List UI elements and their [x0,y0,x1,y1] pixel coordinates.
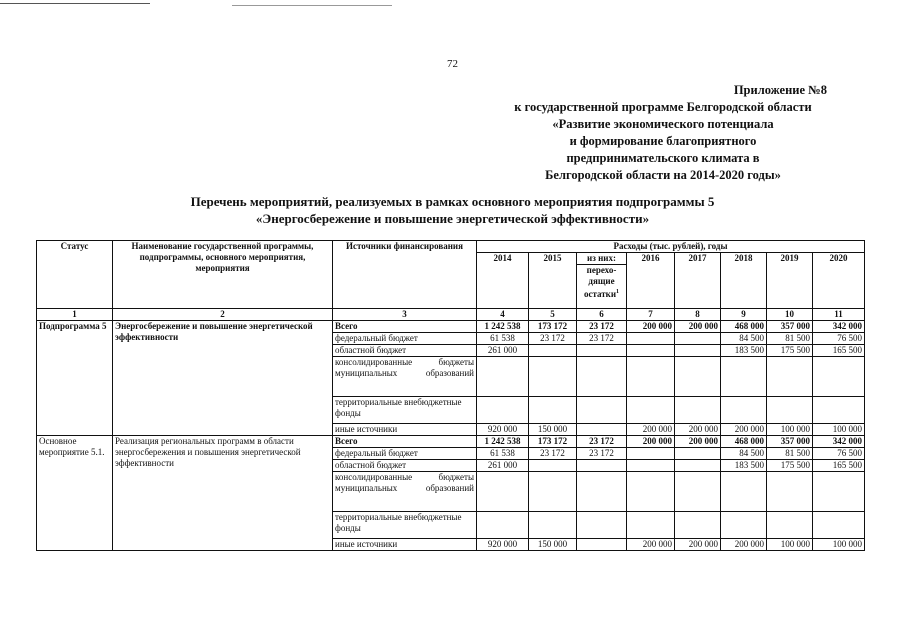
row-status: Подпрограмма 5 [37,321,113,436]
cell-v2019: 175 500 [767,345,813,357]
cell-v2016 [627,397,675,424]
cell-carry [577,345,627,357]
header-year-2019: 2019 [767,253,813,309]
row-source: консолидированные бюджеты муниципальных образований [333,357,477,397]
cell-v2020 [813,512,865,539]
header-year-2020: 2020 [813,253,865,309]
cell-v2017: 200 000 [675,321,721,333]
cell-v2014: 261 000 [477,460,529,472]
appendix-line: Приложение №8 [733,83,827,97]
cell-v2019 [767,357,813,397]
cell-carry: 23 172 [577,321,627,333]
cell-v2020 [813,397,865,424]
cell-v2014: 61 538 [477,448,529,460]
row-source: консолидированные бюджеты муниципальных образований [333,472,477,512]
cell-carry [577,397,627,424]
header-sources: Источники финансирования [333,241,477,309]
cell-v2020 [813,357,865,397]
row-source: федеральный бюджет [333,333,477,345]
cell-v2020: 342 000 [813,436,865,448]
cell-v2014: 261 000 [477,345,529,357]
cell-v2017: 200 000 [675,539,721,551]
cell-v2017 [675,472,721,512]
row-status: Основное мероприятие 5.1. [37,436,113,551]
appendix-line: предпринимательского климата в [566,151,760,165]
cell-v2016 [627,512,675,539]
cell-v2015: 23 172 [529,333,577,345]
row-name: Энергосбережение и повышение энергетической эффективности [113,321,333,436]
document-title-line: «Энергосбережение и повышение энергетической эффективности» [255,211,650,226]
cell-v2019: 81 500 [767,448,813,460]
cell-v2015 [529,345,577,357]
header-year-2017: 2017 [675,253,721,309]
row-source: областной бюджет [333,345,477,357]
cell-v2015 [529,357,577,397]
column-number: 4 [477,309,529,321]
cell-v2020: 100 000 [813,424,865,436]
cell-v2018 [721,397,767,424]
column-number: 10 [767,309,813,321]
scan-artifact-line [0,3,150,4]
row-source: иные источники [333,539,477,551]
column-number: 8 [675,309,721,321]
cell-v2015: 173 172 [529,321,577,333]
cell-v2015: 150 000 [529,539,577,551]
cell-v2019: 357 000 [767,436,813,448]
cell-v2018: 183 500 [721,460,767,472]
cell-v2016: 200 000 [627,321,675,333]
column-number: 3 [333,309,477,321]
cell-carry: 23 172 [577,448,627,460]
header-carryover-label: перехо-дящие остатки [583,265,617,299]
cell-v2017 [675,512,721,539]
cell-v2017: 200 000 [675,436,721,448]
document-title-line: Перечень мероприятий, реализуемых в рамках основного мероприятия подпрограммы 5 [190,194,715,209]
row-source: Всего [333,321,477,333]
cell-v2016: 200 000 [627,424,675,436]
row-source: иные источники [333,424,477,436]
column-number: 7 [627,309,675,321]
header-year-2015: 2015 [529,253,577,309]
column-numbers-row [37,309,865,321]
cell-v2018: 468 000 [721,321,767,333]
cell-v2016 [627,448,675,460]
cell-v2018: 84 500 [721,333,767,345]
cell-v2015: 23 172 [529,448,577,460]
header-carryover [577,265,627,309]
cell-v2020: 342 000 [813,321,865,333]
cell-v2018: 200 000 [721,424,767,436]
scan-artifact-line [232,5,392,6]
header-year-2016: 2016 [627,253,675,309]
footnote-marker: 1 [616,289,620,295]
cell-v2018: 84 500 [721,448,767,460]
appendix-header [483,82,843,184]
cell-v2017: 200 000 [675,424,721,436]
appendix-line: «Развитие экономического потенциала [552,117,774,131]
table-row [37,436,865,448]
column-number: 1 [37,309,113,321]
cell-v2016 [627,472,675,512]
cell-carry [577,472,627,512]
cell-v2020: 76 500 [813,333,865,345]
cell-v2017 [675,333,721,345]
header-row [37,241,865,253]
cell-v2018: 468 000 [721,436,767,448]
cell-carry [577,539,627,551]
cell-carry [577,424,627,436]
cell-carry: 23 172 [577,333,627,345]
cell-v2020: 76 500 [813,448,865,460]
cell-v2016 [627,345,675,357]
document-title [0,193,905,227]
row-name: Реализация региональных программ в области энергосбережения и повышения энергетической эффективности [113,436,333,551]
cell-v2014: 1 242 538 [477,436,529,448]
cell-v2015: 173 172 [529,436,577,448]
cell-v2016: 200 000 [627,436,675,448]
cell-v2015 [529,472,577,512]
row-source: территориальные внебюджетные фонды [333,512,477,539]
column-number: 6 [577,309,627,321]
cell-carry [577,512,627,539]
cell-v2014: 920 000 [477,539,529,551]
cell-v2017 [675,345,721,357]
appendix-line: Белгородской области на 2014-2020 годы» [545,168,781,182]
row-source: территориальные внебюджетные фонды [333,397,477,424]
column-number: 9 [721,309,767,321]
appendix-line: и формирование благоприятного [569,134,757,148]
column-number: 2 [113,309,333,321]
table-row [37,321,865,333]
row-source: федеральный бюджет [333,448,477,460]
cell-v2014 [477,357,529,397]
column-number: 5 [529,309,577,321]
row-source: Всего [333,436,477,448]
header-year-2018: 2018 [721,253,767,309]
row-source: областной бюджет [333,460,477,472]
cell-v2016 [627,357,675,397]
header-expenses: Расходы (тыс. рублей), годы [477,241,865,253]
cell-v2020: 165 500 [813,460,865,472]
header-of-which: из них: [577,253,627,265]
cell-carry [577,357,627,397]
cell-v2018 [721,512,767,539]
cell-v2015: 150 000 [529,424,577,436]
cell-v2016 [627,460,675,472]
header-year-2014: 2014 [477,253,529,309]
cell-v2019 [767,512,813,539]
cell-v2017 [675,448,721,460]
cell-v2019: 175 500 [767,460,813,472]
cell-v2018 [721,357,767,397]
cell-v2014: 61 538 [477,333,529,345]
cell-carry: 23 172 [577,436,627,448]
cell-v2018: 183 500 [721,345,767,357]
cell-v2014 [477,512,529,539]
cell-v2019: 81 500 [767,333,813,345]
cell-v2017 [675,357,721,397]
cell-v2014: 920 000 [477,424,529,436]
cell-v2019 [767,472,813,512]
cell-v2018 [721,472,767,512]
cell-v2019 [767,397,813,424]
cell-v2017 [675,460,721,472]
header-status: Статус [37,241,113,309]
cell-v2014 [477,397,529,424]
cell-v2016: 200 000 [627,539,675,551]
cell-v2020 [813,472,865,512]
cell-v2020: 165 500 [813,345,865,357]
cell-v2016 [627,333,675,345]
cell-v2019: 357 000 [767,321,813,333]
cell-v2019: 100 000 [767,424,813,436]
cell-v2018: 200 000 [721,539,767,551]
cell-v2019: 100 000 [767,539,813,551]
column-number: 11 [813,309,865,321]
header-name: Наименование государственной программы, подпрограммы, основного мероприятия, мероприятия [113,241,333,309]
page-number: 72 [447,58,458,70]
cell-v2017 [675,397,721,424]
cell-v2020: 100 000 [813,539,865,551]
cell-v2014: 1 242 538 [477,321,529,333]
appendix-line: к государственной программе Белгородской области [514,100,812,114]
cell-v2015 [529,512,577,539]
cell-carry [577,460,627,472]
cell-v2015 [529,397,577,424]
cell-v2015 [529,460,577,472]
cell-v2014 [477,472,529,512]
financing-table [36,240,865,551]
